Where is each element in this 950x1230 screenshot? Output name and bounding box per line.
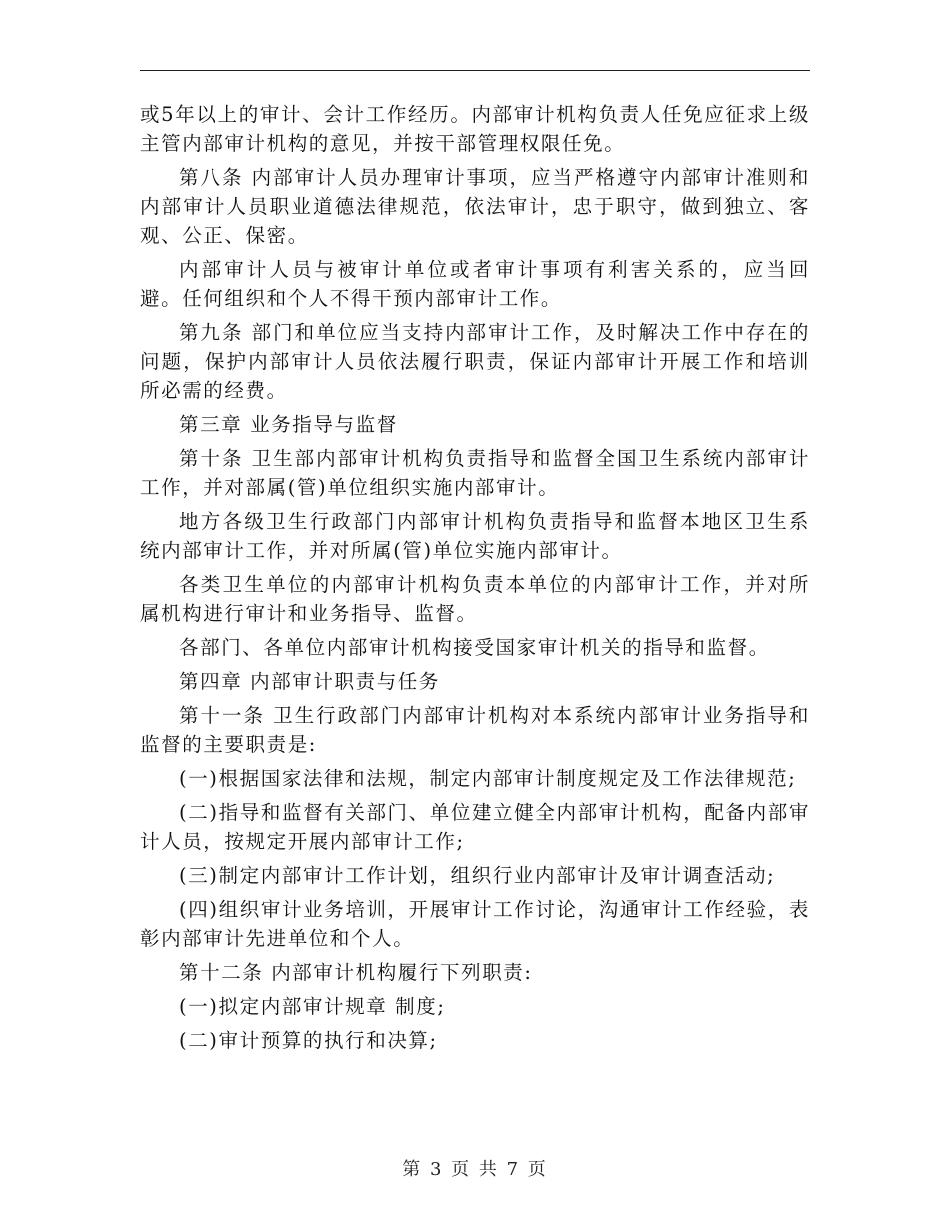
- paragraph: 第十二条 内部审计机构履行下列职责:: [179, 961, 533, 984]
- page-number: 第 3 页 共 7 页: [402, 1159, 548, 1180]
- list-item: (四)组织审计业务培训，开展审计工作讨论，沟通审计工作经验，表彰内部审计先进单位和个人。: [140, 898, 810, 950]
- paragraph: 或5年以上的审计、会计工作经历。内部审计机构负责人任免应征求上级主管内部审计机构的意见，并按干部管理权限任免。: [140, 103, 810, 155]
- paragraph: 第九条 部门和单位应当支持内部审计工作，及时解决工作中存在的问题，保护内部审计人员依法履行职责，保证内部审计开展工作和培训所必需的经费。: [140, 321, 810, 402]
- paragraph: 第十一条 卫生行政部门内部审计机构对本系统内部审计业务指导和监督的主要职责是:: [140, 704, 810, 756]
- paragraph: 地方各级卫生行政部门内部审计机构负责指导和监督本地区卫生系统内部审计工作，并对所属(管)单位实施内部审计。: [140, 510, 810, 562]
- paragraph: 第八条 内部审计人员办理审计事项，应当严格遵守内部审计准则和内部审计人员职业道德法律规范，依法审计，忠于职守，做到独立、客观、公正、保密。: [140, 166, 810, 247]
- list-item: (二)审计预算的执行和决算;: [179, 1029, 438, 1052]
- paragraph: 各部门、各单位内部审计机构接受国家审计机关的指导和监督。: [179, 636, 770, 659]
- list-item: (三)制定内部审计工作计划，组织行业内部审计及审计调查活动;: [179, 864, 776, 887]
- header-rule: [140, 70, 810, 71]
- paragraph: 各类卫生单位的内部审计机构负责本单位的内部审计工作，并对所属机构进行审计和业务指导、监督。: [140, 573, 810, 625]
- paragraph: 第十条 卫生部内部审计机构负责指导和监督全国卫生系统内部审计工作，并对部属(管)单位组织实施内部审计。: [140, 447, 810, 499]
- paragraph: 内部审计人员与被审计单位或者审计事项有利害关系的，应当回避。任何组织和个人不得干预内部审计工作。: [140, 258, 810, 310]
- document-body: [140, 100, 810, 1060]
- list-item: (一)根据国家法律和法规，制定内部审计制度规定及工作法律规范;: [179, 767, 797, 790]
- list-item: (一)拟定内部审计规章 制度;: [179, 995, 446, 1018]
- chapter-heading: 第四章 内部审计职责与任务: [179, 670, 440, 693]
- chapter-heading: 第三章 业务指导与监督: [179, 413, 398, 436]
- list-item: (二)指导和监督有关部门、单位建立健全内部审计机构，配备内部审计人员，按规定开展内部审计工作;: [140, 801, 810, 853]
